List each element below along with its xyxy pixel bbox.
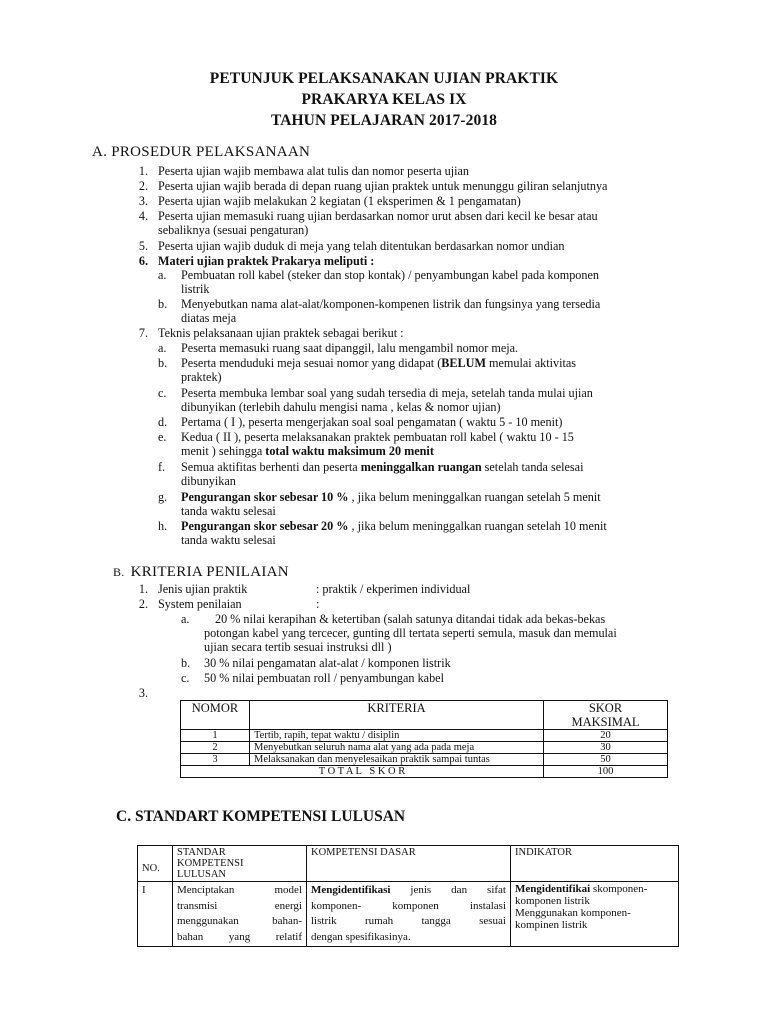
score-row-no: 3 — [181, 754, 250, 766]
b2-sub-c-letter: c. — [181, 671, 190, 685]
a-item-2-num: 2. — [138, 179, 148, 193]
b2-sub-a-cont-2: ujian secara tertib sesuai instruksi dll ) — [204, 640, 392, 654]
score-criteria-table — [180, 700, 668, 778]
a7-sub-e-cont: menit ) sehingga total waktu maksimum 20 menit — [181, 444, 434, 458]
score-row-kriteria: Tertib, rapih, tepat waktu / disiplin — [250, 730, 544, 742]
a7-sub-h-cont: tanda waktu selesai — [181, 533, 276, 547]
score-total-label: T O T A L S K O R — [181, 766, 544, 778]
a-item-7-num: 7. — [138, 326, 148, 340]
competency-row-no: I — [138, 882, 173, 947]
competency-row-kd: Mengidentifikasi jenis dan sifat komponen- komponen instalasi listrik rumah tangga sesuai dengan spesifikasinya. — [307, 882, 511, 947]
score-header-kriteria: KRITERIA — [250, 701, 544, 730]
competency-header-kd: KOMPETENSI DASAR — [307, 846, 511, 882]
table-row — [138, 882, 679, 947]
a-item-4-num: 4. — [138, 209, 148, 223]
score-row-skor: 20 — [544, 730, 668, 742]
a7-sub-c-letter: c. — [158, 386, 167, 400]
doc-title-line-2: PRAKARYA KELAS IX — [301, 91, 467, 108]
a7-sub-g-cont: tanda waktu selesai — [181, 504, 276, 518]
score-total-row — [181, 766, 668, 778]
a7-sub-d-letter: d. — [158, 415, 168, 429]
a-item-6-num: 6. — [138, 254, 148, 268]
a7-sub-c-text: Peserta membuka lembar soal yang sudah tersedia di meja, setelah tanda mulai ujian — [181, 386, 593, 400]
a7-sub-b-letter: b. — [158, 356, 168, 370]
b2-sub-b-letter: b. — [181, 656, 191, 670]
doc-title-line-3: TAHUN PELAJARAN 2017-2018 — [270, 112, 498, 129]
a7-sub-h-text: Pengurangan skor sebesar 20 % , jika belum meninggalkan ruangan setelah 10 menit — [181, 519, 607, 533]
a6-sub-a-line-2: listrik — [181, 282, 210, 296]
a7-sub-e-text: Kedua ( II ), peserta melaksanakan praktek pembuatan roll kabel ( waktu 10 - 15 — [181, 430, 574, 444]
a7-sub-b-text: Peserta menduduki meja sesuai nomor yang didapat (BELUM memulai aktivitas — [181, 356, 577, 370]
score-row-kriteria: Menyebutkan seluruh nama alat yang ada pada meja — [250, 742, 544, 754]
competency-table — [137, 845, 679, 947]
doc-title-line-1: PETUNJUK PELAKSANAKAN UJIAN PRAKTIK — [209, 70, 559, 87]
a7-sub-g-letter: g. — [158, 490, 168, 504]
a-item-6-text: Materi ujian praktek Prakarya meliputi : — [158, 254, 375, 268]
a7-sub-f-letter: f. — [158, 460, 166, 474]
section-a-heading: A. PROSEDUR PELAKSANAAN — [92, 144, 311, 160]
competency-row-skl: Menciptakan model transmisi energi menggunakan bahan- bahan yang relatif — [173, 882, 307, 947]
competency-header-no: NO. — [138, 846, 173, 882]
section-b-heading — [113, 563, 289, 581]
b2-sub-a-cont-1: potongan kabel yang tercecer, gunting dll tertata seperti semula, masuk dan memulai — [204, 626, 617, 640]
section-b-letter: B. — [113, 565, 125, 579]
b2-sub-a-text: 20 % nilai kerapihan & ketertiban (salah satunya ditandai tidak ada bekas-bekas — [215, 612, 606, 626]
a-item-1-num: 1. — [138, 164, 148, 178]
a-item-1-text: Peserta ujian wajib membawa alat tulis dan nomor peserta ujian — [158, 164, 470, 178]
a7-sub-f-text: Semua aktifitas berhenti dan peserta meninggalkan ruangan setelah tanda selesai — [181, 460, 584, 474]
a7-sub-a-text: Peserta memasuki ruang saat dipanggil, lalu mengambil nomor meja. — [181, 341, 519, 355]
a7-sub-e-letter: e. — [158, 430, 167, 444]
table-row — [181, 730, 668, 742]
a-item-3-text: Peserta ujian wajib melakukan 2 kegiatan (1 eksperimen & 1 pengamatan) — [158, 194, 521, 208]
a-item-5-num: 5. — [138, 239, 148, 253]
a-item-5-text: Peserta ujian wajib duduk di meja yang telah ditentukan berdasarkan nomor undian — [158, 239, 565, 253]
b-item-2-num: 2. — [138, 597, 148, 611]
score-total-value: 100 — [544, 766, 668, 778]
competency-header-row — [138, 846, 679, 882]
a-item-7-text: Teknis pelaksanaan ujian praktek sebagai berikut : — [158, 326, 404, 340]
score-row-skor: 50 — [544, 754, 668, 766]
b-item-2-label: System penilaian — [158, 597, 242, 611]
a7-sub-g-text: Pengurangan skor sebesar 10 % , jika belum meninggalkan ruangan setelah 5 menit — [181, 490, 601, 504]
table-row — [181, 742, 668, 754]
score-row-no: 2 — [181, 742, 250, 754]
b-item-1-num: 1. — [138, 582, 148, 596]
b2-sub-c-text: 50 % nilai pembuatan roll / penyambungan kabel — [204, 671, 444, 685]
a-item-4-text: Peserta ujian memasuki ruang ujian berdasarkan nomor urut absen dari kecil ke besar atau — [158, 209, 598, 223]
b-item-1-value: : praktik / ekperimen individual — [316, 582, 471, 596]
a6-sub-a-letter: a. — [158, 268, 167, 282]
b2-sub-a-letter: a. — [181, 612, 190, 626]
a7-sub-c-cont: dibunyikan (terlebih dahulu mengisi nama , kelas & nomor ujian) — [181, 400, 501, 414]
competency-header-indikator: INDIKATOR — [511, 846, 679, 882]
section-c-heading: C. STANDART KOMPETENSI LULUSAN — [116, 808, 406, 825]
score-header-nomor: NOMOR — [181, 701, 250, 730]
section-b-title: KRITERIA PENILAIAN — [130, 564, 289, 580]
b2-sub-b-text: 30 % nilai pengamatan alat-alat / komponen listrik — [204, 656, 451, 670]
score-row-no: 1 — [181, 730, 250, 742]
table-row — [181, 754, 668, 766]
a-item-2-text: Peserta ujian wajib berada di depan ruang ujian praktek untuk menunggu giliran selanjutnya — [158, 179, 608, 193]
a6-sub-b-line-2: diatas meja — [181, 311, 237, 325]
a6-sub-a-line-1: Pembuatan roll kabel (steker dan stop kontak) / penyambungan kabel pada komponen — [181, 268, 599, 282]
score-row-kriteria: Melaksanakan dan menyelesaikan praktik sampai tuntas — [250, 754, 544, 766]
competency-header-skl: STANDAR KOMPETENSI LULUSAN — [173, 846, 307, 882]
score-header-skor: SKOR MAKSIMAL — [544, 701, 668, 730]
a7-sub-f-cont: dibunyikan — [181, 474, 236, 488]
b-item-1-label: Jenis ujian praktik — [158, 582, 248, 596]
competency-row-indikator: Mengidentifikai skomponen- komponen listrik Menggunakan komponen- kompinen listrik — [511, 882, 679, 947]
b-item-3-num: 3. — [138, 686, 148, 700]
a7-sub-a-letter: a. — [158, 341, 167, 355]
a7-sub-h-letter: h. — [158, 519, 168, 533]
a6-sub-b-line-1: Menyebutkan nama alat-alat/komponen-kompenen listrik dan fungsinya yang tersedia — [181, 297, 601, 311]
a-item-4-cont: sebaliknya (sesuai pengaturan) — [158, 223, 309, 237]
a-item-3-num: 3. — [138, 194, 148, 208]
a6-sub-b-letter: b. — [158, 297, 168, 311]
a7-sub-b-cont: praktek) — [181, 370, 222, 384]
b-item-2-value: : — [316, 597, 320, 611]
a7-sub-d-text: Pertama ( I ), peserta mengerjakan soal soal pengamatan ( waktu 5 - 10 menit) — [181, 415, 563, 429]
score-table-header-row — [181, 701, 668, 730]
score-row-skor: 30 — [544, 742, 668, 754]
